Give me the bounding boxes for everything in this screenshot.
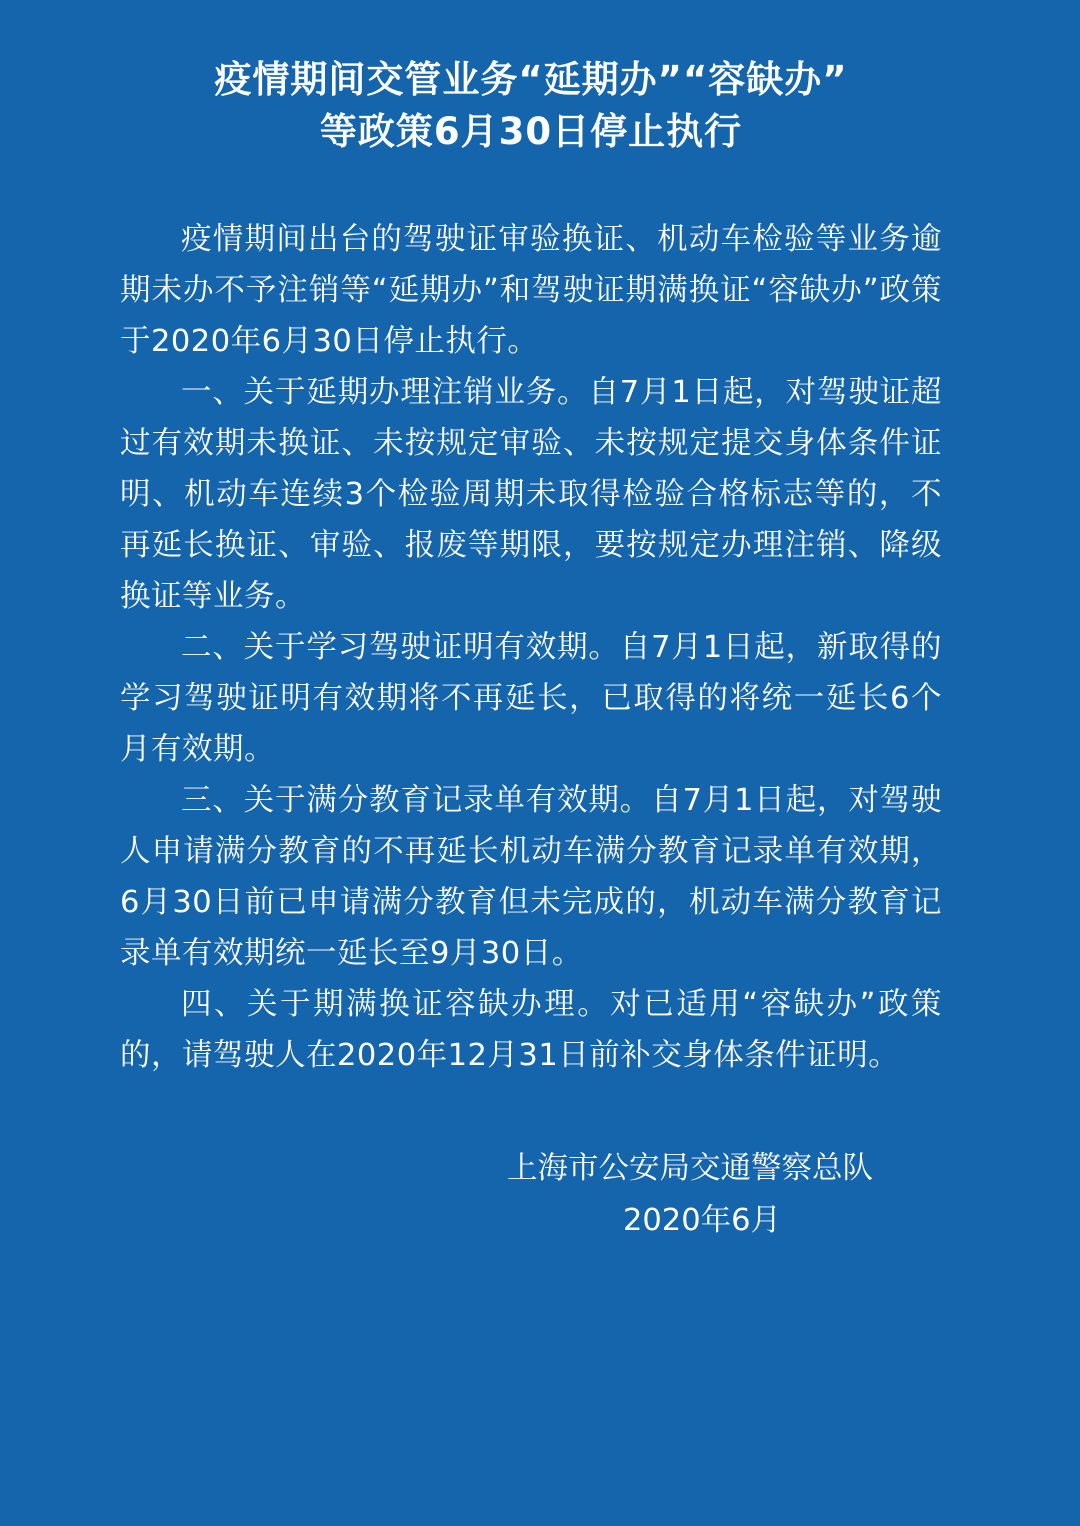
signature-block [507, 1143, 897, 1247]
issue-date: 2020年6月 [622, 1203, 782, 1238]
section-3-paragraph: 三、关于满分教育记录单有效期。自7月1日起，对驾驶人申请满分教育的不再延长机动车满分教育记录单有效期，6月30日前已申请满分教育但未完成的，机动车满分教育记录单有效期统一延长至9月30日。 [120, 783, 942, 971]
section-2-paragraph: 二、关于学习驾驶证明有效期。自7月1日起，新取得的学习驾驶证明有效期将不再延长，已取得的将统一延长6个月有效期。 [120, 630, 942, 767]
intro-paragraph: 疫情期间出台的驾驶证审验换证、机动车检验等业务逾期未办不予注销等“延期办”和驾驶证期满换证“容缺办”政策于2020年6月30日停止执行。 [120, 222, 942, 359]
issuing-organization: 上海市公安局交通警察总队 [507, 1151, 873, 1186]
title-line-1: 疫情期间交管业务“延期办”“容缺办” [214, 58, 848, 101]
notice-body [120, 214, 942, 1081]
section-1-paragraph: 一、关于延期办理注销业务。自7月1日起，对驾驶证超过有效期未换证、未按规定审验、未按规定提交身体条件证明、机动车连续3个检验周期未取得检验合格标志等的，不再延长换证、审验、报废等期限，要按规定办理注销、降级换证等业务。 [120, 375, 942, 614]
notice-title [120, 0, 942, 158]
title-line-2: 等政策6月30日停止执行 [319, 110, 743, 153]
section-4-paragraph: 四、关于期满换证容缺办理。对已适用“容缺办”政策的，请驾驶人在2020年12月31日前补交身体条件证明。 [120, 987, 942, 1073]
